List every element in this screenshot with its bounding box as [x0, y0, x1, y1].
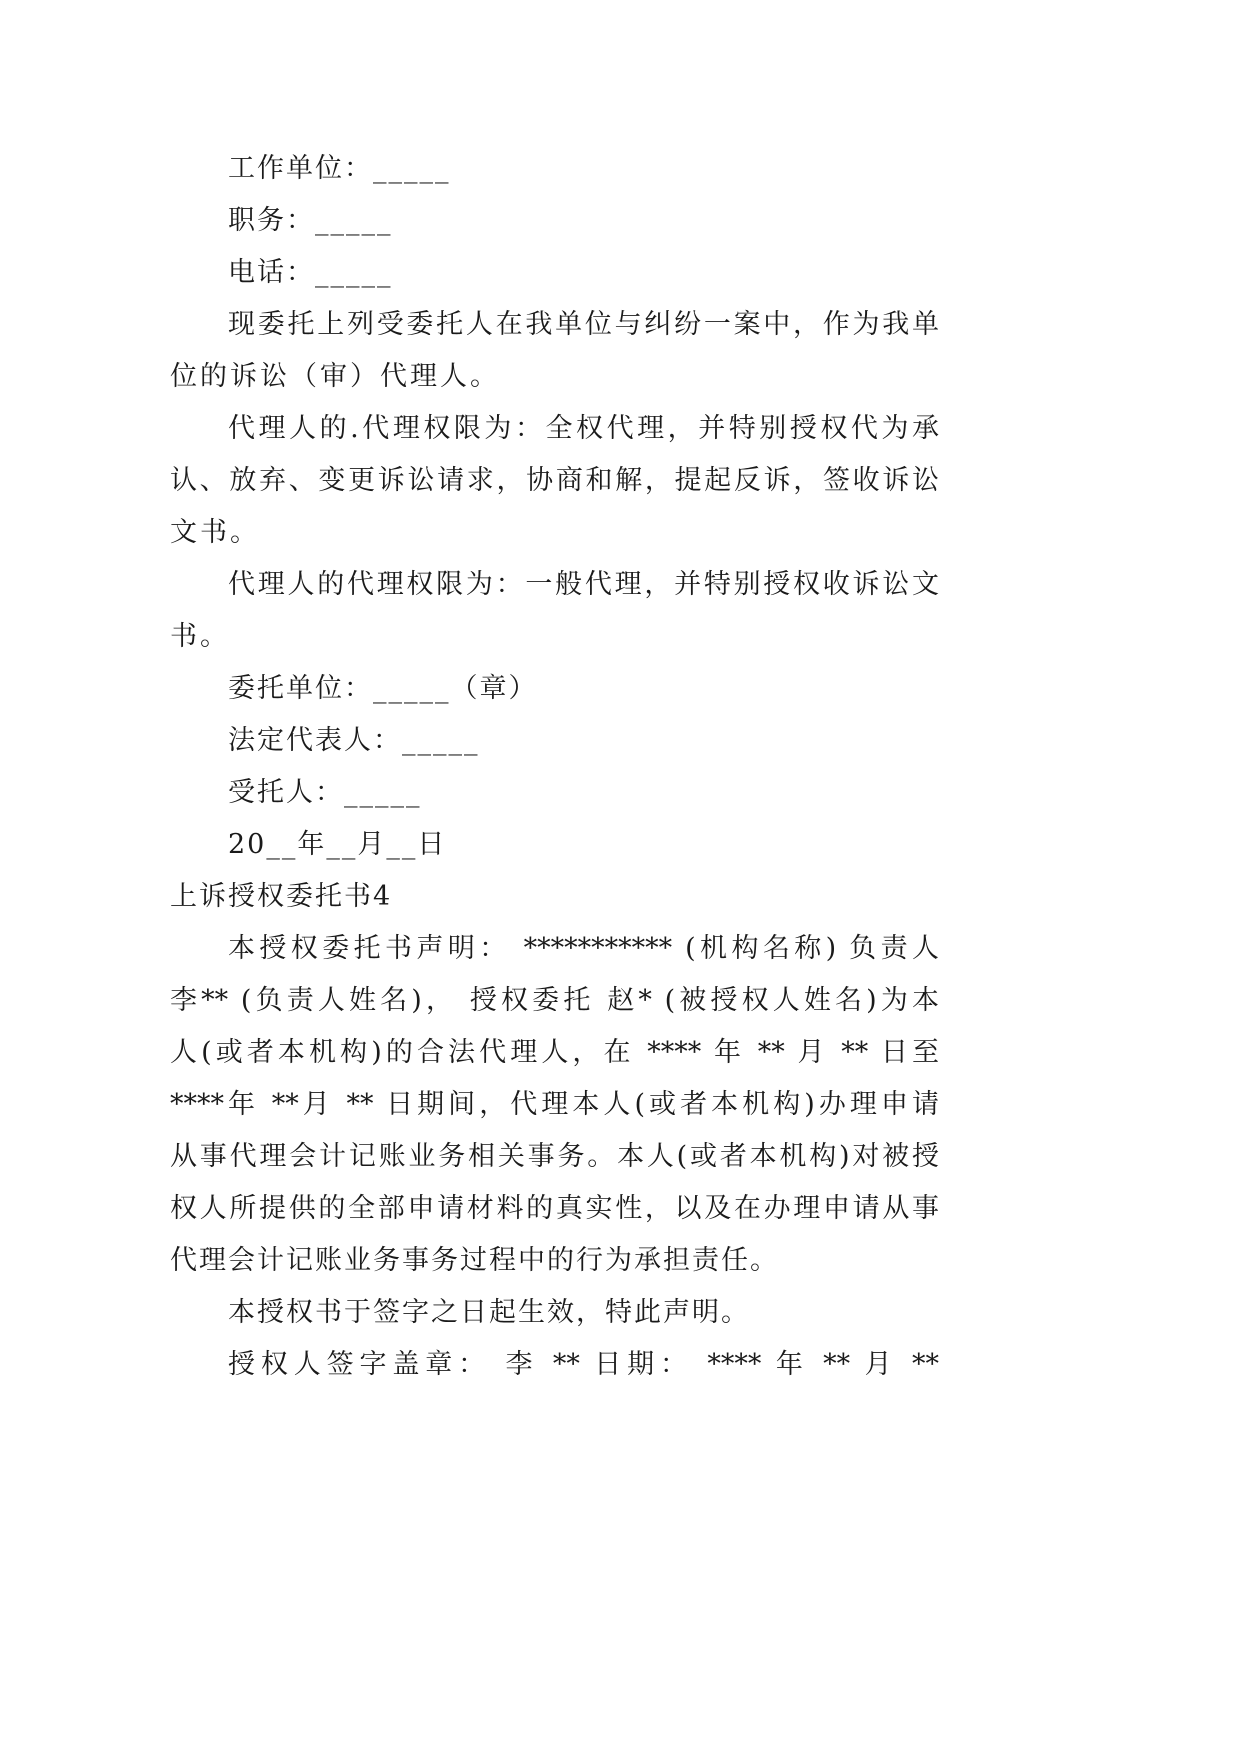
general-authority-line-1: 代理人的代理权限为：一般代理，并特别授权收诉讼文	[228, 569, 939, 600]
general-authority-line-2: 书。	[170, 621, 230, 652]
full-authority-line-3: 文书。	[170, 517, 260, 548]
phone-field: 电话：_____	[228, 257, 393, 288]
statement-line-3: 人(或者本机构)的合法代理人，在 **** 年 ** 月 ** 日至	[170, 1037, 939, 1068]
statement-line-2: 李** (负责人姓名)， 授权委托 赵* (被授权人姓名)为本	[170, 985, 939, 1016]
entrusting-unit-field: 委托单位：_____（章）	[228, 673, 538, 704]
section-title: 上诉授权委托书4	[170, 881, 393, 912]
statement-line-4: ****年 **月 ** 日期间，代理本人(或者本机构)办理申请	[170, 1089, 939, 1120]
work-unit-field: 工作单位：_____	[228, 153, 451, 184]
statement-line-1: 本授权委托书声明： *********** (机构名称) 负责人	[228, 933, 939, 964]
legal-representative-field: 法定代表人：_____	[228, 725, 480, 756]
position-field: 职务：_____	[228, 205, 393, 236]
entrust-paragraph-line-1: 现委托上列受委托人在我单位与纠纷一案中，作为我单	[228, 309, 939, 340]
agent-field: 受托人：_____	[228, 777, 422, 808]
full-authority-line-2: 认、放弃、变更诉讼请求，协商和解，提起反诉，签收诉讼	[170, 465, 939, 496]
statement-line-5: 从事代理会计记账业务相关事务。本人(或者本机构)对被授	[170, 1141, 939, 1172]
full-authority-line-1: 代理人的.代理权限为：全权代理，并特别授权代为承	[228, 413, 939, 444]
entrust-paragraph-line-2: 位的诉讼（审）代理人。	[170, 361, 500, 392]
statement-line-7: 代理会计记账业务事务过程中的行为承担责任。	[170, 1245, 779, 1276]
effective-statement: 本授权书于签字之日起生效，特此声明。	[228, 1297, 750, 1328]
signature-line: 授权人签字盖章： 李 ** 日期： **** 年 ** 月 **	[228, 1349, 939, 1380]
date-field: 20__年__月__日	[228, 829, 447, 860]
statement-line-6: 权人所提供的全部申请材料的真实性，以及在办理申请从事	[170, 1193, 939, 1224]
